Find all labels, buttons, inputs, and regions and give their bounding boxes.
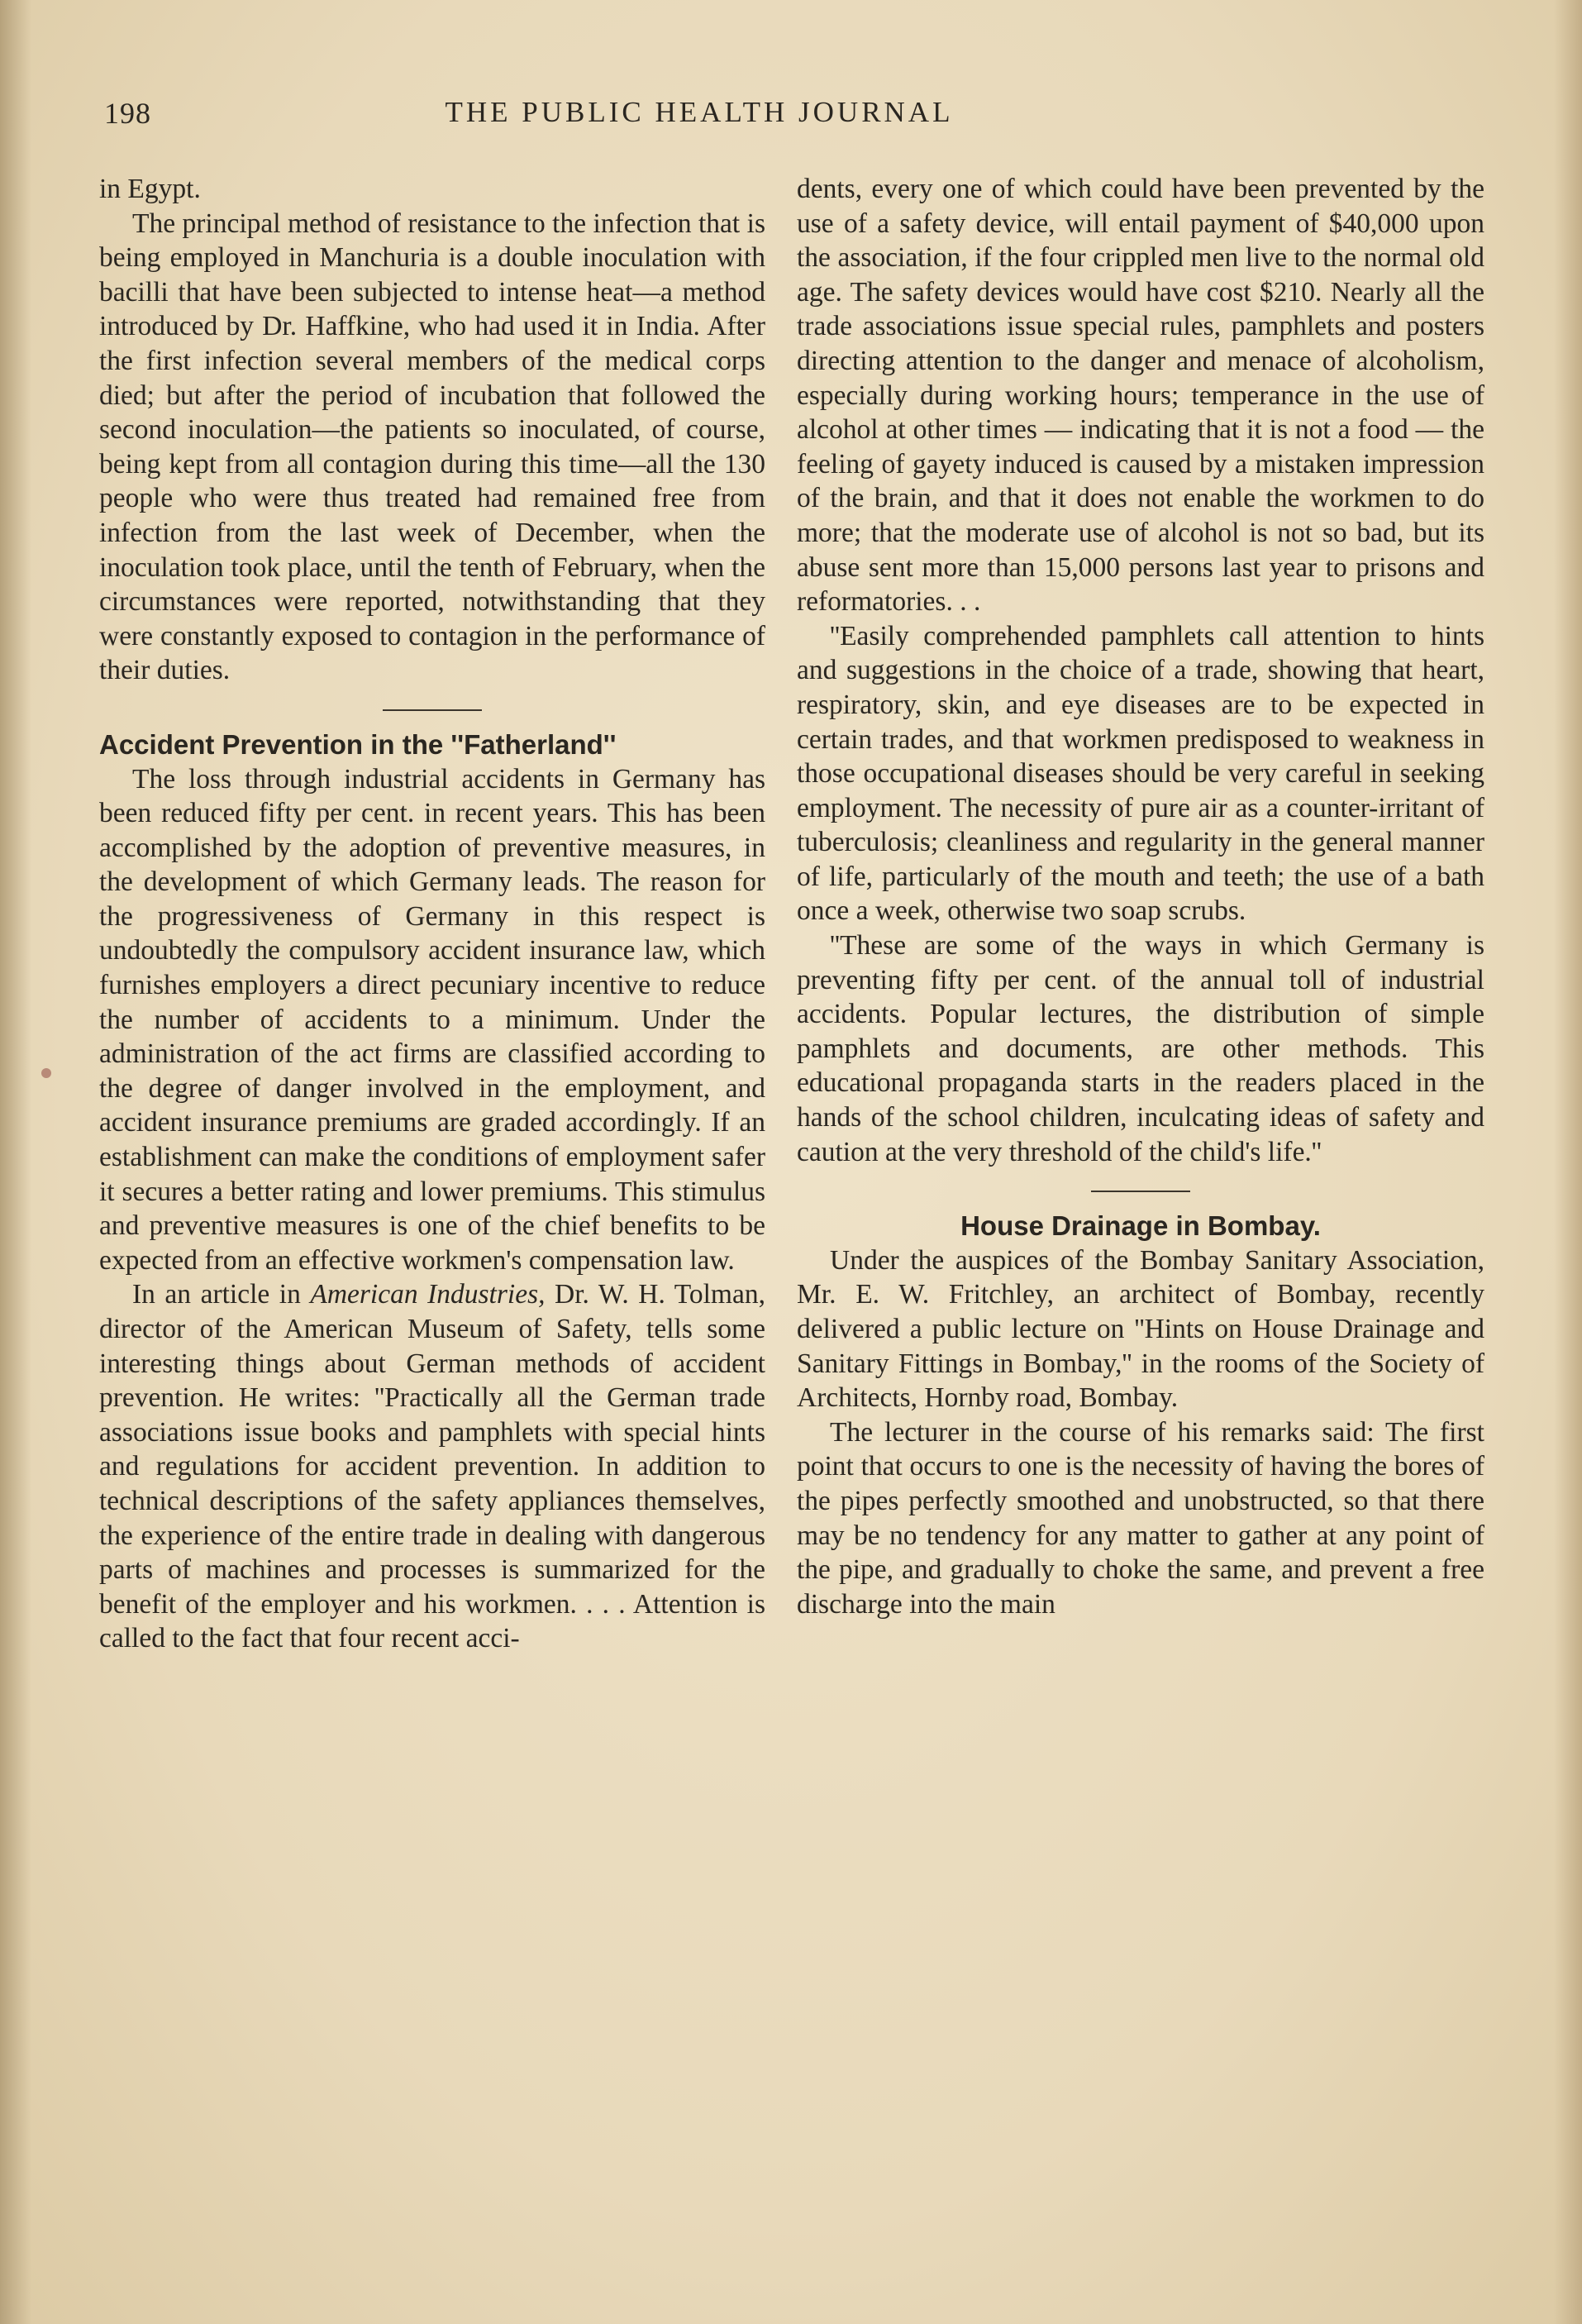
paragraph-manchuria-inoculation: The principal method of resistance to the infection that is being employed in Manchuria is a double inoculation with bacilli that have been subjected to intense heat—a method introduced by Dr. Haffkine, who had used it in India. After the first infection several members of the medical corps died; but after the period of incubation that followed the second inoculation—the patients so inoculated, of course, being kept from all contagion during this time—all the 130 people who were thus treated had remained free from infection from the last week of December, when the inoculation took place, until the tenth of February, when the circumstances were reported, notwithstanding that they were constantly exposed to contagion in the performance of their duties. bbox=[99, 208, 765, 686]
paragraph-industrial-accidents: The loss through industrial accidents in Germany has been reduced fifty per cent. in recent years. This has been accomplished by the adoption of preventive measures, in the development of which Germany leads. The reason for the progressiveness of Germany in this respect is undoubtedly the compulsory accident insurance law, which furnishes employers a direct pecuniary incentive to reduce the number of accidents to a minimum. Under the administration of the act firms are classified according to the degree of danger involved in the employment, and accident insurance premiums are graded accordingly. If an establishment can make the conditions of employment safer it secures a better rating and lower premiums. This stimulus and preventive measures is one of the chief benefits to be expected from an effective workmen's compensation law. bbox=[99, 763, 765, 1276]
paragraph-accident-cost: dents, every one of which could have been prevented by the use of a safety device, will entail payment of $40,000 upon the association, if the four crippled men live to the normal old age. The safety devices would have cost $210. Nearly all the trade associations issue special rules, pamphlets and posters directing attention to the danger and menace of alcoholism, especially during working hours; temperance in the use of alcohol at other times — indicating that it is not a food — the feeling of gayety induced is caused by a mistaken impression of the brain, and that it does not enable the workmen to do more; that the moderate use of alcohol is not so bad, but its abuse sent more than 15,000 persons last year to prisons and reformatories. . . bbox=[797, 174, 1484, 618]
text-run: Dr. W. H. Tolman, director of the American Museum of Safety, tells some interesting things about German methods of accident prevention. He writes: ''Practically all the German trade associations issue books and pamphlets with special hints and regulations for accident prevention. In addition to technical descriptions of the safety appliances themselves, the experience of the entire trade in dealing with dangerous parts of machines and processes is summarized for the benefit of the employer and his workmen. . . . Attention is called to the fact that four recent acci- bbox=[99, 1279, 765, 1654]
text-run: In an article in bbox=[132, 1279, 311, 1310]
publication-title: American Industries, bbox=[310, 1279, 546, 1310]
section-divider bbox=[1091, 1191, 1190, 1192]
heading-accident-prevention: Accident Prevention in the ''Fatherland'' bbox=[99, 728, 617, 760]
right-column bbox=[797, 172, 1484, 1621]
left-column bbox=[99, 172, 765, 1656]
paragraph-lecturer-remarks: The lecturer in the course of his remarks said: The first point that occurs to one is the necessity of having the bores of the pipes perfectly smoothed and unobstructed, so that there may be no tendency for any matter to gather at any point of the pipe, and gradually to choke the same, and prevent a free discharge into the main bbox=[797, 1416, 1484, 1620]
running-title: THE PUBLIC HEALTH JOURNAL bbox=[445, 96, 954, 128]
paragraph-education: ''These are some of the ways in which Germany is preventing fifty per cent. of the annual toll of industrial accidents. Popular lectures, the distribution of simple pamphlets and documents, are other methods. This educational propaganda starts in the readers placed in the hands of the school children, inculcating ideas of safety and caution at the very threshold of the child's life.'' bbox=[797, 930, 1484, 1167]
paragraph-tolman-article bbox=[99, 1277, 765, 1656]
page-header bbox=[104, 96, 1476, 137]
heading-house-drainage: House Drainage in Bombay. bbox=[960, 1210, 1321, 1242]
page-number: 198 bbox=[104, 97, 151, 130]
paper-spot bbox=[41, 1068, 51, 1078]
paragraph-egypt-continuation: in Egypt. bbox=[99, 174, 201, 204]
section-divider bbox=[383, 709, 482, 711]
paragraph-bombay-lecture: Under the auspices of the Bombay Sanitary Association, Mr. E. W. Fritchley, an architect of Bombay, recently delivered a public lecture on ''Hints on House Drainage and Sanitary Fittings in Bombay,'' in the rooms of the Society of Architects, Hornby road, Bombay. bbox=[797, 1244, 1484, 1414]
paragraph-pamphlets: ''Easily comprehended pamphlets call attention to hints and suggestions in the choice of a trade, showing that heart, respiratory, skin, and eye diseases are to be expected in certain trades, and that workmen predisposed to weakness in those occupational diseases should be very careful in seeking employment. The necessity of pure air as a counter-irritant of tuberculosis; cleanliness and regularity in the general manner of life, particularly of the mouth and teeth; the use of a bath once a week, otherwise two soap scrubs. bbox=[797, 620, 1484, 927]
